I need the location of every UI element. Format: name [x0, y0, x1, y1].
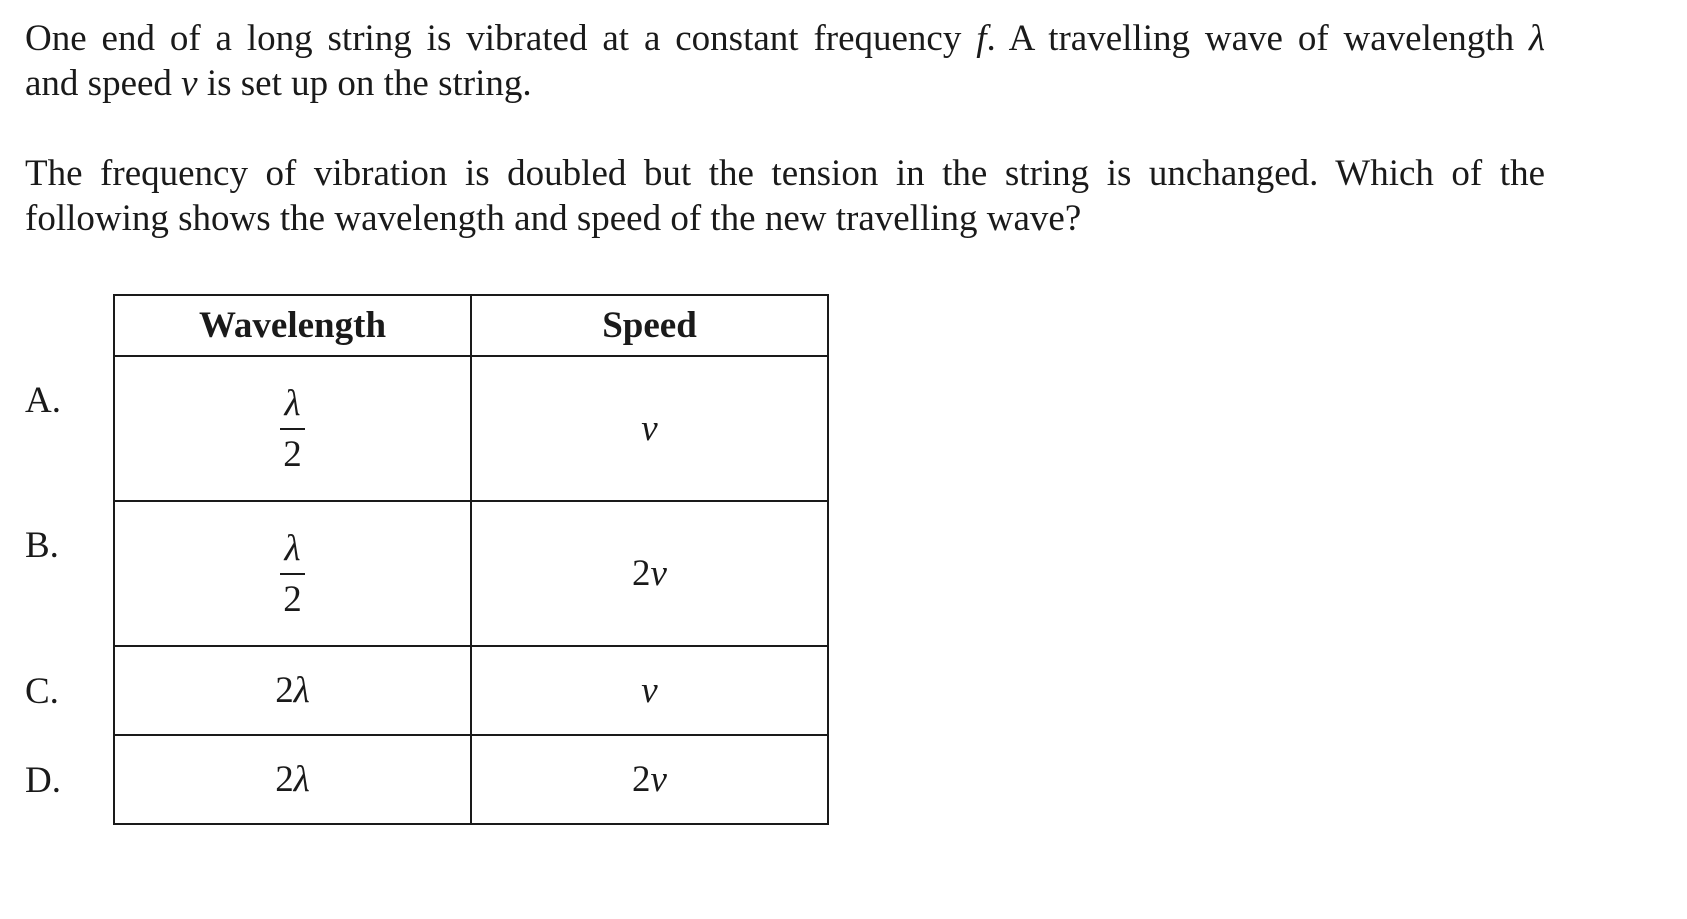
- wavelength-symbol: λ: [1528, 18, 1545, 59]
- text-segment: is set up on the string.: [197, 63, 532, 104]
- text-segment: and speed: [25, 63, 182, 104]
- speed-coefficient: 2: [632, 759, 651, 800]
- option-letter-a[interactable]: A.: [25, 380, 61, 421]
- option-letter-b[interactable]: B.: [25, 525, 59, 566]
- question-paragraph-2-line-1: The frequency of vibration is doubled but the tension in the string is unchanged. Which of the: [25, 153, 1545, 194]
- text-segment: . A travelling wave of wavelength: [986, 18, 1529, 59]
- speed-column-header: Speed: [471, 295, 828, 356]
- speed-symbol: v: [181, 63, 198, 104]
- fraction-denominator: 2: [283, 433, 302, 475]
- option-row-a[interactable]: [114, 356, 828, 501]
- option-c-speed: [471, 646, 828, 735]
- fraction: [280, 382, 304, 475]
- question-paragraph-1-line-1: [25, 16, 1545, 61]
- frequency-symbol: f: [976, 18, 987, 59]
- wavelength-variable: λ: [293, 670, 310, 711]
- fraction: [280, 527, 304, 620]
- speed-variable: v: [650, 759, 667, 800]
- question-paragraph-1: [25, 16, 1545, 106]
- wavelength-variable: λ: [293, 759, 310, 800]
- option-b-speed: [471, 501, 828, 646]
- option-a-speed: [471, 356, 828, 501]
- option-c-wavelength: [114, 646, 471, 735]
- option-d-wavelength: [114, 735, 471, 824]
- wavelength-coefficient: 2: [275, 670, 294, 711]
- question-paragraph-1-line-2: [25, 61, 1545, 106]
- option-letter-c[interactable]: C.: [25, 671, 59, 712]
- fraction-denominator: 2: [283, 578, 302, 620]
- option-d-speed: [471, 735, 828, 824]
- speed-variable: v: [641, 408, 658, 449]
- speed-variable: v: [650, 553, 667, 594]
- option-row-d[interactable]: [114, 735, 828, 824]
- speed-variable: v: [641, 670, 658, 711]
- speed-coefficient: 2: [632, 553, 651, 594]
- table-header-row: [114, 295, 828, 356]
- answer-options-table: [113, 294, 829, 825]
- fraction-numerator: λ: [280, 385, 304, 430]
- option-row-b[interactable]: [114, 501, 828, 646]
- wavelength-coefficient: 2: [275, 759, 294, 800]
- text-segment: One end of a long string is vibrated at a constant frequency: [25, 18, 977, 59]
- question-paragraph-2: [25, 151, 1545, 241]
- wavelength-column-header: Wavelength: [114, 295, 471, 356]
- option-letter-d[interactable]: D.: [25, 760, 61, 801]
- fraction-numerator: λ: [280, 530, 304, 575]
- option-b-wavelength: [114, 501, 471, 646]
- question-paragraph-2-line-2: following shows the wavelength and speed of the new travelling wave?: [25, 198, 1082, 239]
- option-a-wavelength: [114, 356, 471, 501]
- option-row-c[interactable]: [114, 646, 828, 735]
